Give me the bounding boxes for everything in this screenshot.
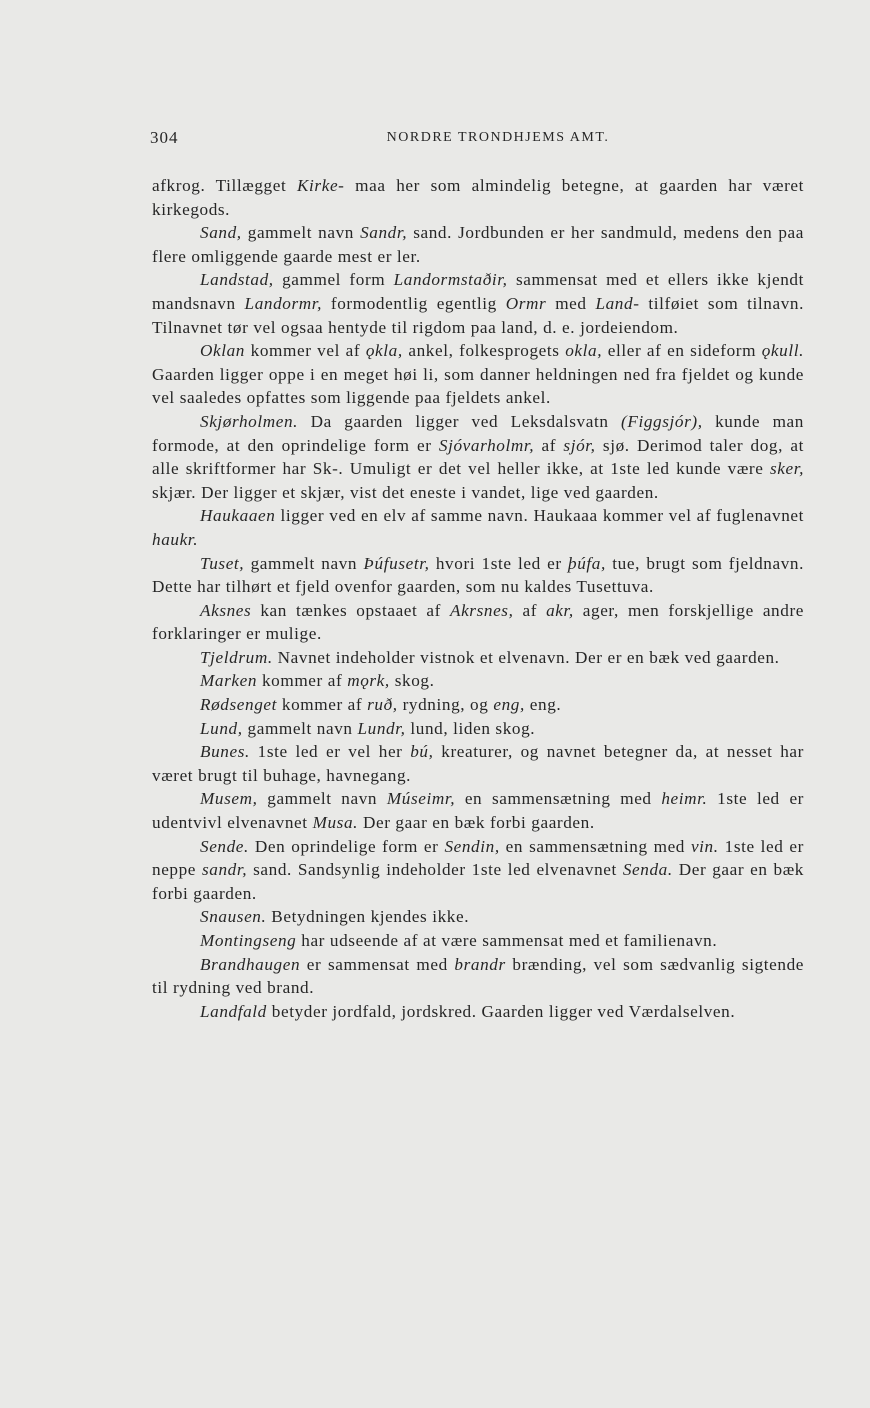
- italic-term: Þúfusetr,: [363, 553, 430, 573]
- italic-term: heimr.: [661, 789, 708, 809]
- text-run: tilføiet som tilnavn. Tilnavnet tør vel ogsaa hentyde til rigdom paa land, d. e. jordeiendom.: [152, 293, 804, 337]
- text-run: Der gaar en bæk forbi gaarden.: [152, 860, 804, 903]
- text-run: er sammensat med: [300, 954, 455, 974]
- text-run: af: [534, 435, 564, 455]
- italic-term: Lund,: [200, 718, 243, 738]
- text-run: afkrog. Tillægget: [152, 176, 297, 195]
- text-run: kommer vel af: [245, 341, 366, 361]
- italic-term: eng,: [493, 695, 525, 715]
- paragraph: [152, 174, 804, 221]
- paragraph: [152, 835, 804, 906]
- italic-term: sjór,: [563, 435, 596, 455]
- text-run: Betydningen kjendes ikke.: [266, 907, 470, 927]
- italic-term: Sand,: [200, 223, 242, 243]
- text-run: eller af en sideform: [602, 341, 762, 361]
- paragraph: [152, 599, 804, 646]
- text-run: en sammensætning med: [455, 789, 662, 809]
- text-run: gammel form: [273, 270, 394, 290]
- text-run: hvori 1ste led er: [429, 553, 569, 573]
- paragraph: [152, 669, 804, 693]
- italic-term: Sendin,: [444, 836, 500, 856]
- italic-term: bú,: [410, 742, 434, 762]
- paragraph: [152, 717, 804, 741]
- text-run: sand. Sandsynlig indeholder 1ste led elvenavnet: [247, 860, 623, 880]
- italic-term: vin.: [690, 836, 719, 856]
- text-run: med: [546, 293, 596, 313]
- text-run: sand. Jordbunden er her sandmuld, medens den paa flere omliggende gaarde mest er ler.: [152, 223, 805, 266]
- text-run: lund, liden skog.: [405, 718, 536, 738]
- text-run: formodentlig egentlig: [322, 293, 506, 313]
- paragraph: [152, 268, 804, 339]
- italic-term: Oklan: [200, 341, 246, 361]
- italic-term: Sende.: [200, 836, 249, 856]
- text-run: kommer af: [257, 671, 348, 691]
- italic-term: Landstad,: [200, 270, 274, 290]
- text-run: sjø. Derimod taler dog, at alle skriftformer har Sk-. Umuligt er det vel heller ikke, at 1ste led kunde være: [152, 435, 804, 479]
- italic-term: Múseimr,: [386, 789, 456, 809]
- running-title: NORDRE TRONDHJEMS AMT.: [386, 130, 610, 145]
- italic-term: Tjeldrum.: [200, 647, 273, 667]
- italic-term: okla,: [565, 341, 603, 361]
- text-run: Der gaar en bæk forbi gaarden.: [358, 813, 595, 833]
- italic-term: Sjóvarholmr,: [438, 435, 535, 455]
- text-run: 1ste led er neppe: [152, 836, 804, 880]
- italic-term: Senda.: [622, 860, 673, 880]
- text-run: ligger ved en elv af samme navn. Haukaaa kommer vel af fuglenavnet: [275, 506, 804, 526]
- italic-term: Landfald: [200, 1001, 267, 1021]
- italic-term: mǫrk,: [347, 671, 390, 691]
- text-run: 1ste led er udentvivl elvenavnet: [152, 789, 804, 833]
- italic-term: Landormr,: [244, 293, 323, 313]
- text-run: gammelt navn: [244, 553, 364, 573]
- text-run: har udseende af at være sammensat med et familienavn.: [296, 931, 718, 950]
- italic-term: Kirke-: [296, 176, 345, 195]
- italic-term: Ormr: [505, 293, 547, 313]
- paragraph: [152, 646, 804, 670]
- italic-term: Landormstaðir,: [393, 270, 508, 290]
- italic-term: Skjørholmen.: [200, 411, 299, 431]
- italic-term: Land-: [595, 293, 640, 313]
- text-run: skog.: [389, 671, 435, 691]
- text-run: skjær. Der ligger et skjær, vist det eneste i vandet, lige ved gaarden.: [152, 482, 659, 502]
- text-run: sammensat med et ellers ikke kjendt mandsnavn: [152, 270, 804, 313]
- italic-term: þúfa,: [568, 553, 606, 573]
- text-run: Gaarden ligger oppe i en meget høi li, som danner heldningen ned fra fjeldet og kunde vel saaledes opfattes som liggende paa fjeldets ankel.: [152, 364, 804, 408]
- italic-term: Sandr,: [360, 223, 408, 243]
- italic-term: Akrsnes,: [449, 600, 514, 620]
- paragraph: [152, 953, 804, 1000]
- paragraph: [152, 221, 804, 268]
- italic-term: akr,: [546, 600, 574, 620]
- paragraph: [152, 410, 804, 504]
- italic-term: Brandhaugen: [200, 954, 301, 974]
- text-run: en sammensætning med: [499, 836, 691, 856]
- text-run: ankel, folkesprogets: [402, 341, 566, 361]
- italic-term: Marken: [200, 671, 258, 691]
- italic-term: haukr.: [152, 529, 199, 549]
- text-run: kan tænkes opstaaet af: [251, 600, 450, 620]
- italic-term: Lundr,: [357, 718, 406, 738]
- text-run: betyder jordfald, jordskred. Gaarden ligger ved Værdalselven.: [266, 1001, 736, 1021]
- text-run: Den oprindelige form er: [248, 836, 445, 856]
- text-run: gammelt navn: [257, 789, 387, 809]
- italic-term: ruð,: [367, 695, 398, 715]
- text-run: Navnet indeholder vistnok et elvenavn. Der er en bæk ved gaarden.: [272, 647, 780, 667]
- italic-term: Musem,: [200, 789, 258, 809]
- italic-term: Bunes.: [200, 742, 250, 762]
- paragraph: [152, 339, 804, 410]
- text-run: kommer af: [277, 695, 368, 715]
- text-run: kreaturer, og navnet betegner da, at nesset har været brugt til buhage, havnegang.: [152, 742, 804, 785]
- paragraph: [152, 552, 804, 599]
- text-run: Da gaarden ligger ved Leksdalsvatn: [298, 411, 622, 431]
- paragraph: [152, 693, 804, 717]
- text-run: gammelt navn: [242, 718, 358, 738]
- italic-term: Montingseng: [200, 931, 297, 950]
- body-text: [152, 174, 804, 1023]
- text-run: ager, men forskjellige andre forklaringer er mulige.: [152, 600, 804, 644]
- paragraph: [152, 787, 804, 834]
- italic-term: sandr,: [202, 860, 248, 880]
- italic-term: Aksnes: [200, 600, 252, 620]
- text-run: gammelt navn: [241, 223, 361, 243]
- italic-term: ǫkull.: [761, 341, 804, 361]
- paragraph: [152, 740, 804, 787]
- text-run: maa her som almindelig betegne, at gaarden har været kirkegods.: [152, 176, 804, 219]
- italic-term: Haukaaen: [200, 506, 276, 526]
- paragraph: [152, 905, 804, 929]
- italic-term: ǫkla,: [365, 341, 403, 361]
- text-run: 1ste led er vel her: [249, 742, 411, 762]
- italic-term: brandr: [454, 954, 506, 974]
- italic-term: Snausen.: [200, 907, 267, 927]
- text-run: eng.: [524, 695, 562, 715]
- page-number: 304: [150, 128, 179, 147]
- italic-term: Musa.: [312, 813, 359, 833]
- paragraph: [152, 504, 804, 551]
- text-run: kunde man formode, at den oprindelige form er: [152, 411, 804, 455]
- paragraph: [152, 1000, 804, 1024]
- text-run: af: [513, 600, 547, 620]
- italic-term: sker,: [769, 459, 804, 479]
- page-header: [150, 128, 810, 156]
- italic-term: Tuset,: [200, 553, 245, 573]
- italic-term: Rødsenget: [200, 695, 277, 715]
- paragraph: [152, 929, 804, 953]
- text-run: brænding, vel som sædvanlig sigtende til rydning ved brand.: [152, 954, 804, 998]
- italic-term: (Figgsjór),: [621, 411, 703, 431]
- text-run: tue, brugt som fjeldnavn. Dette har tilhørt et fjeld ovenfor gaarden, som nu kaldes Tusettuva.: [152, 553, 804, 597]
- text-run: rydning, og: [397, 695, 494, 715]
